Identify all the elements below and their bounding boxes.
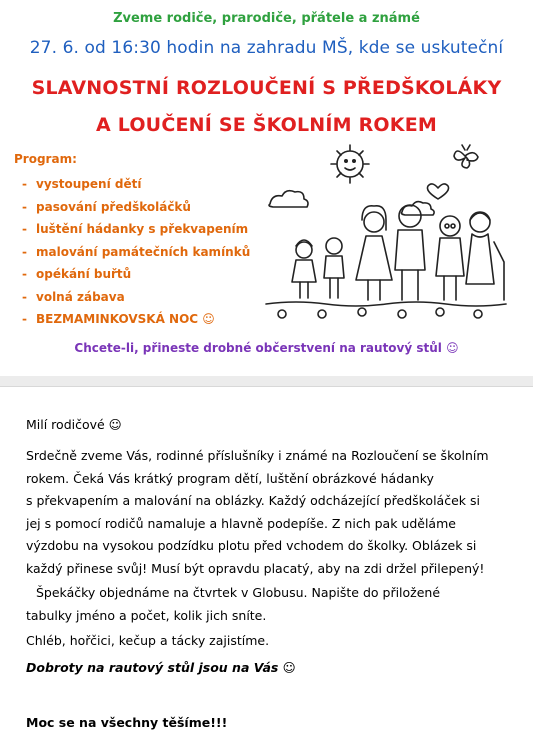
date-line: 27. 6. od 16:30 hodin na zahradu MŠ, kde se uskuteční — [29, 38, 504, 58]
butterfly-icon — [454, 145, 478, 168]
bring-refreshments-note: Chcete-li, přineste drobné občerstvení na rautový stůl ☺ — [74, 341, 459, 355]
program-item: - luštění hádanky s překvapením — [22, 222, 249, 236]
letter-paragraph-4: Dobroty na rautový stůl jsou na Vás ☺ — [26, 660, 296, 675]
family-illustration — [262, 142, 512, 322]
program-heading: Program: — [14, 152, 77, 166]
cloud-icon — [269, 191, 308, 207]
event-title-line-1: SLAVNOSTNÍ ROZLOUČENÍ S PŘEDŠKOLÁKY — [31, 77, 502, 99]
program-item: - pasování předškoláčků — [22, 199, 191, 214]
program-item: - malování památečních kamínků — [22, 244, 251, 259]
event-title-line-2: A LOUČENÍ SE ŠKOLNÍM ROKEM — [95, 114, 437, 136]
invite-line: Zveme rodiče, prarodiče, přátele a známé — [113, 11, 420, 26]
grandpa-figure — [436, 216, 464, 300]
child-figure — [324, 238, 344, 298]
letter-paragraph-3: Chléb, hořčici, kečup a tácky zajistíme. — [26, 633, 270, 648]
father-figure — [395, 205, 425, 300]
page-separator — [0, 376, 533, 386]
program-item: - volná zábava — [22, 289, 125, 304]
program-item: - BEZMAMINKOVSKÁ NOC ☺ — [22, 312, 215, 326]
letter-greeting: Milí rodičové ☺ — [26, 417, 122, 432]
heart-icon — [427, 184, 448, 199]
letter-paragraph-1: Srdečně zveme Vás, rodinné příslušníky i známé na Rozloučení se školním rokem. Čeká Vás krátký program dětí, luštění obrázkové hádanky s překvapením a malování na oblázky. Každý odcházející předškoláček si jej s pomocí rodičů namaluje a hlavně podepíše. Z nich pak uděláme výzdobu na vysokou podzídku plotu před vchodem do školky. Oblázek si každý přinese svůj! Musí být opravdu placatý, aby na zdi držel přilepený! — [26, 448, 489, 576]
letter-closing: Moc se na všechny těšíme!!! — [26, 715, 228, 730]
grandma-figure — [466, 212, 504, 300]
child-figure — [292, 240, 316, 298]
letter-paragraph-2: Špekáčky objednáme na čtvrtek v Globusu. Napište do přiložené tabulky jméno a počet, kolik jich sníte. — [26, 585, 441, 623]
flower-row — [266, 302, 506, 318]
sun-icon — [331, 145, 369, 183]
mother-figure — [356, 206, 392, 300]
separator-line — [0, 386, 533, 387]
invitation-poster — [0, 0, 533, 372]
program-item: - opékání buřtů — [22, 267, 132, 281]
program-item: - vystoupení dětí — [22, 177, 142, 191]
program-list — [22, 176, 250, 334]
